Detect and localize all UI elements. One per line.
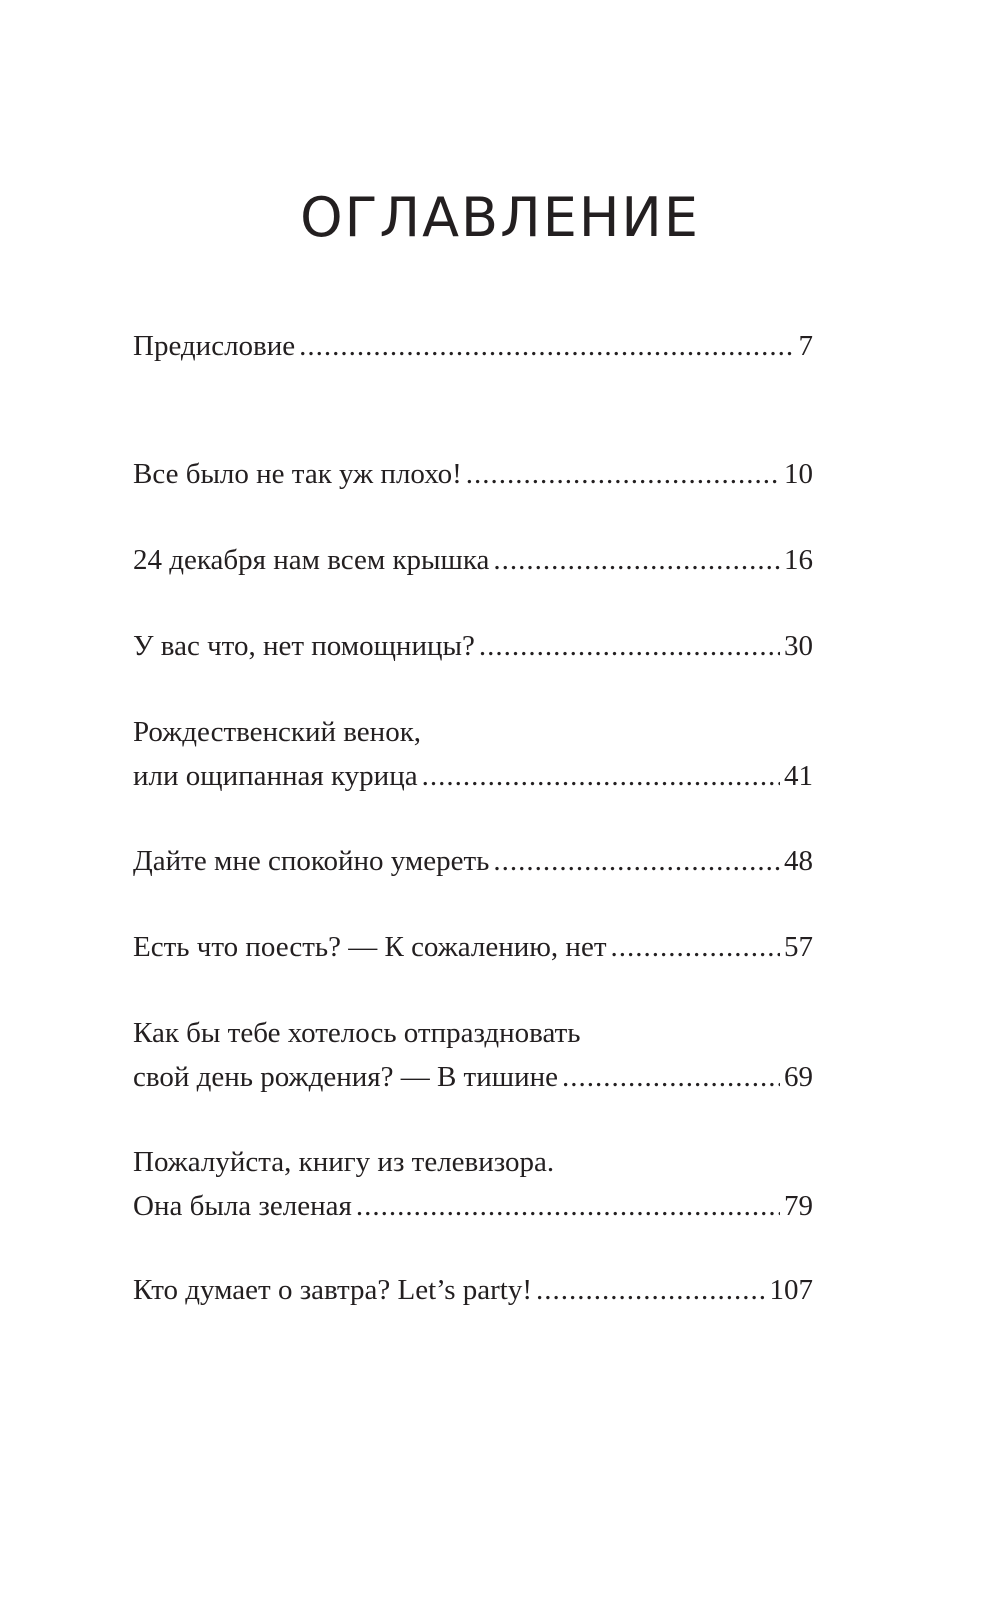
toc-page-number: 30 [784, 630, 813, 662]
toc-entry-chapter-5[interactable] [133, 839, 813, 883]
toc-entry-chapter-1[interactable] [133, 452, 813, 496]
toc-entry-line [133, 1140, 813, 1184]
toc-page-number: 79 [784, 1190, 813, 1222]
dot-leader [536, 1268, 765, 1312]
table-of-contents [133, 0, 813, 1616]
toc-entry-chapter-9[interactable] [133, 1268, 813, 1312]
toc-entry-title: свой день рождения? — В тишине [133, 1061, 558, 1093]
dot-leader [422, 754, 780, 798]
toc-entry-chapter-6[interactable] [133, 925, 813, 969]
page-title: ОГЛАВЛЕНИЕ [300, 186, 700, 249]
toc-entry-line [133, 324, 813, 368]
toc-entry-chapter-4[interactable] [133, 710, 813, 798]
toc-page-number: 57 [784, 931, 813, 963]
toc-entry-line [133, 1184, 813, 1228]
dot-leader [611, 925, 781, 969]
dot-leader [466, 452, 780, 496]
toc-entry-line [133, 710, 813, 754]
toc-entry-line [133, 1268, 813, 1312]
toc-page-number: 107 [769, 1274, 813, 1306]
toc-entry-line [133, 925, 813, 969]
toc-entry-title: Дайте мне спокойно умереть [133, 845, 490, 877]
toc-page-number: 7 [798, 330, 813, 362]
dot-leader [356, 1184, 780, 1228]
toc-entry-title: Она была зеленая [133, 1190, 352, 1222]
toc-entry-line [133, 1011, 813, 1055]
toc-entry-chapter-7[interactable] [133, 1011, 813, 1099]
toc-page-number: 10 [784, 458, 813, 490]
toc-entry-line [133, 839, 813, 883]
toc-page-number: 16 [784, 544, 813, 576]
dot-leader [493, 538, 780, 582]
toc-page-number: 48 [784, 845, 813, 877]
toc-entry-line [133, 624, 813, 668]
toc-page-number: 41 [784, 760, 813, 792]
toc-entry-title: Рождественский венок, [133, 716, 422, 748]
toc-entry-line [133, 538, 813, 582]
dot-leader [562, 1055, 780, 1099]
dot-leader [479, 624, 780, 668]
toc-entry-title: Есть что поесть? — К сожалению, нет [133, 931, 607, 963]
toc-entry-title: Все было не так уж плохо! [133, 458, 462, 490]
toc-entry-title: Пожалуйста, книгу из телевизора. [133, 1146, 555, 1178]
toc-entry-title: Кто думает о завтра? Let’s party! [133, 1274, 533, 1306]
toc-entry-preface[interactable] [133, 324, 813, 368]
dot-leader [299, 324, 794, 368]
toc-entry-title: У вас что, нет помощницы? [133, 630, 475, 662]
toc-entry-chapter-2[interactable] [133, 538, 813, 582]
toc-entry-line [133, 754, 813, 798]
dot-leader [493, 839, 780, 883]
toc-entry-title: Предисловие [133, 330, 296, 362]
toc-page-number: 69 [784, 1061, 813, 1093]
toc-entry-title: Как бы тебе хотелось отпраздновать [133, 1017, 581, 1049]
toc-entry-title: 24 декабря нам всем крышка [133, 544, 490, 576]
toc-entry-line [133, 452, 813, 496]
toc-entry-chapter-8[interactable] [133, 1140, 813, 1228]
toc-entry-line [133, 1055, 813, 1099]
toc-entry-title: или ощипанная курица [133, 760, 418, 792]
toc-entry-chapter-3[interactable] [133, 624, 813, 668]
